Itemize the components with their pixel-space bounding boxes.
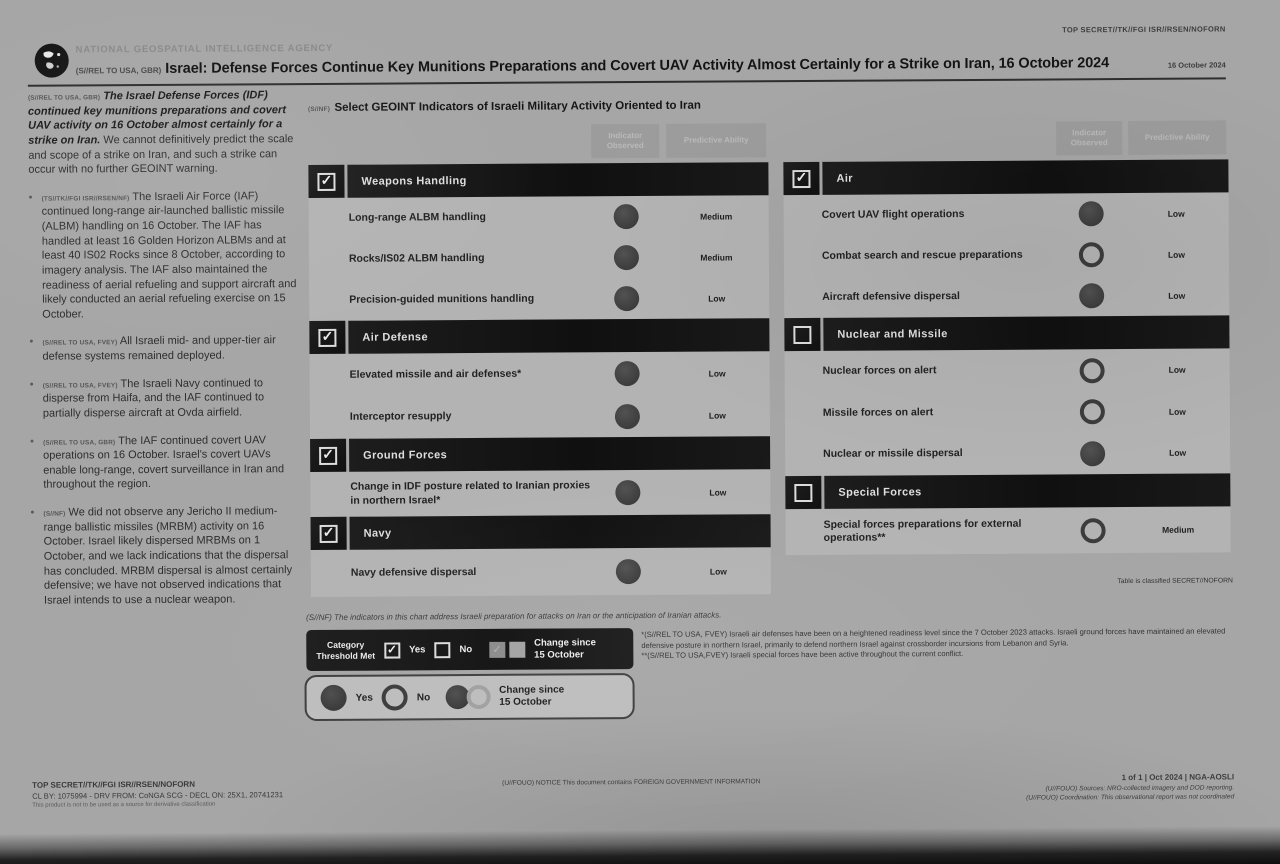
section-rows [311,547,771,597]
checkbox-cell [310,439,346,472]
predictive-ability-value: Low [709,565,727,577]
section-rows [785,348,1231,476]
predictive-ability-value: Low [1168,364,1186,375]
indicator-row: Precision-guided munitions handling Low [309,277,769,321]
observed-indicator-dot [615,404,640,429]
predictive-ability-value: Low [709,486,727,498]
checkbox-cell [311,517,347,550]
indicator-table-right [783,159,1230,555]
observed-indicator-dot [614,204,639,229]
threshold-checkbox [320,524,338,542]
observed-indicator-dot [615,480,640,505]
indicator-row: Nuclear forces on alert Low [785,348,1230,393]
indicator-row: Long-range ALBM handling Medium [309,195,769,239]
indicator-row: Combat search and rescue preparations Low [784,233,1229,277]
predictive-ability-value: Low [1167,208,1185,219]
bullet-item: • (S//NF) We did not observe any Jericho II medium-range ballistic missiles (MRBM) activity on 16 October. Israel likely dispersed MRBMs on 1 October, and we lack indications that the dispersal has concluded. MRBM dispersal is almost certainly defensive; we have not observed indications that Israel intends to use a nuclear weapon. [30,504,303,608]
checkbox-cell [308,165,344,198]
observed-indicator-dot [1079,201,1104,226]
observed-indicator-dot [614,245,639,270]
section-header-special-forces: Special Forces [785,473,1230,509]
legend-category: Category Threshold Met ✓ Yes No ✓ Change since 15 October [306,628,633,671]
column-header-predictive-ability: Predictive Ability [1128,120,1226,155]
bullet-item: • (S//REL TO USA, FVEY) All Israeli mid- and upper-tier air defense systems remained deployed. [29,333,301,364]
indicator-row: Elevated missile and air defenses* Low [310,351,770,397]
predictive-ability-value: Low [708,292,726,304]
section-header-nuclear-and-missile: Nuclear and Missile [784,315,1229,351]
legend-checkbox-yes [384,642,400,658]
indicator-row: Covert UAV flight operations Low [784,192,1229,236]
predictive-ability-value: Medium [700,251,733,263]
checkbox-cell [784,318,820,351]
bullet-list [29,189,304,608]
page-title: Israel: Defense Forces Continue Key Munitions Preparations and Covert UAV Activity Almost Certainly for a Strike on Iran, 16 October 2024 [165,55,1110,77]
title-classification: (S//REL TO USA, GBR) [75,65,162,76]
indicator-row: Change in IDF posture related to Iranian proxies in northern Israel* Low [310,469,770,517]
observed-indicator-dot [1079,242,1104,267]
checkbox-cell [783,162,819,195]
threshold-checkbox [794,483,812,501]
summary-column [28,88,303,621]
predictive-ability-value: Low [1169,447,1187,458]
classification-banner: TOP SECRET//TK//FGI ISR//RSEN/NOFORN [1062,24,1226,35]
section-header-navy: ✓ Navy [311,514,771,550]
section-rows [309,195,770,321]
predictive-ability-value: Medium [700,210,733,222]
legend-ring-no [382,684,408,710]
observed-indicator-dot [1079,283,1104,308]
indicator-row: Aircraft defensive dispersal Low [784,274,1229,318]
footer-source-block: 1 of 1 | Oct 2024 | NGA-AOSLI (U//FOUO) Sources: NRO-collected imagery and DOD reporting. (U//FOUO) Coordination: This observational report was not coordinated [1026,772,1235,802]
predictive-ability-value: Low [1167,249,1185,260]
column-header-indicator-observed: Indicator Observed [1056,121,1122,155]
section-rows [310,351,771,439]
predictive-ability-value: Low [708,410,726,421]
observed-indicator-dot [616,559,641,584]
section-header-air: ✓ Air [783,159,1228,195]
section-header-weapons-handling: ✓ Weapons Handling [308,162,768,198]
section-header-ground-forces: ✓ Ground Forces [310,436,770,472]
predictive-ability-value: Low [1168,406,1186,417]
threshold-checkbox [319,446,337,464]
lead-paragraph: (S//REL TO USA, GBR) The Israel Defense Forces (IDF) continued key munitions preparations and covert UAV activity on 16 October almost certainly for a strike on Iran. We cannot definitively predict the scale and scope of a strike on Iran, and such a strike can occur with no further GEOINT warning. [27,89,294,176]
threshold-checkbox [317,172,335,190]
table-classification-note: Table is classified SECRET//NOFORN [1117,577,1233,586]
section-rows [310,469,770,517]
observed-indicator-dot [614,286,639,311]
checkbox-cell [309,321,345,354]
observed-indicator-dot [1080,441,1105,466]
indicator-row: Nuclear or missile dispersal Low [785,431,1230,476]
threshold-checkbox [793,325,811,343]
observed-indicator-dot [615,361,640,386]
document-date: 16 October 2024 [1167,60,1226,70]
legend-checkbox-no [434,642,450,658]
observed-indicator-dot [1081,518,1106,543]
legend-change-boxes: ✓ [489,641,525,657]
checkbox-cell [785,476,821,509]
section-rows [785,506,1230,555]
chart-footnote: (S//NF) The indicators in this chart address Israeli preparation for attacks on Iran or the anticipation of Iranian attacks. [306,610,722,623]
column-header-indicator-observed: Indicator Observed [591,124,659,158]
section-header-air-defense: ✓ Air Defense [309,318,769,354]
threshold-checkbox [792,169,810,187]
header-divider [28,77,1226,86]
threshold-checkbox [318,328,336,346]
bullet-item: • (TS//TK//FGI ISR//RSEN/NF) The Israeli Air Force (IAF) continued long-range air-launched ballistic missile (ALBM) handling on 16 October. The IAF has handled at least 16 Golden Horizon ALBMs and at least 40 IS02 Rocks since 8 October, according to imagery analysis. The IAF also maintained the readiness of aerial refueling and support aircraft and likely conducted an aerial refueling exercise on 15 October. [29,189,302,322]
chart-title: (S//NF) Select GEOINT Indicators of Israeli Military Activity Oriented to Iran [308,99,701,114]
indicator-row: Navy defensive dispersal Low [311,547,771,597]
predictive-ability-value: Low [1168,290,1186,301]
agency-name: NATIONAL GEOSPATIAL INTELLIGENCE AGENCY [75,42,334,56]
observed-indicator-dot [1080,399,1105,424]
indicator-row: Rocks/IS02 ALBM handling Medium [309,236,769,280]
predictive-ability-value: Low [708,367,726,379]
legend-change-dots [445,685,490,709]
indicator-table-left [308,162,771,597]
indicator-row: Missile forces on alert Low [785,390,1230,434]
column-header-predictive-ability: Predictive Ability [666,123,766,158]
legend-dot-yes [321,685,347,711]
predictive-ability-value: Medium [1162,524,1195,535]
observed-indicator-dot [1080,358,1105,383]
nga-logo-icon [34,42,70,83]
indicator-row: Interceptor resupply Low [310,394,770,439]
bullet-item: • (S//REL TO USA, FVEY) The Israeli Navy continued to disperse from Haifa, and the IAF continued to partially disperse aircraft at Ovda airfield. [30,376,302,422]
indicator-row: Special forces preparations for external operations** Medium [785,506,1230,555]
section-rows [784,192,1230,318]
footer-notice: (U//FOUO) NOTICE This document contains FOREIGN GOVERNMENT INFORMATION [502,778,761,787]
footer-classification-block: TOP SECRET//TK//FGI ISR//RSEN/NOFORN CL BY: 1075994 - DRV FROM: CoNGA SCG - DECL ON: 25X1, 20741231 This product is not to be used as a source for derivative classification [32,779,284,809]
bullet-item: • (S//REL TO USA, GBR) The IAF continued covert UAV operations on 16 October. Israel's covert UAVs enable long-range, covert surveillance in Iran and throughout the region. [30,433,302,493]
scan-edge [0,826,1280,864]
portion-marking: (S//REL TO USA, GBR) [27,94,101,102]
legend-indicator: Yes No Change since 15 October [304,673,634,721]
footnotes: *(S//REL TO USA, FVEY) Israeli air defenses have been on a heightened readiness level since the 7 October 2023 attacks. Israeli ground forces have maintained an elevated defensive posture in northern Israel, primarily to defend northern Israel against crossborder incursions from Lebanon and Syria. **(S//REL TO USA,FVEY) Israeli special forces have been active throughout the current conflict. [641,626,1226,661]
